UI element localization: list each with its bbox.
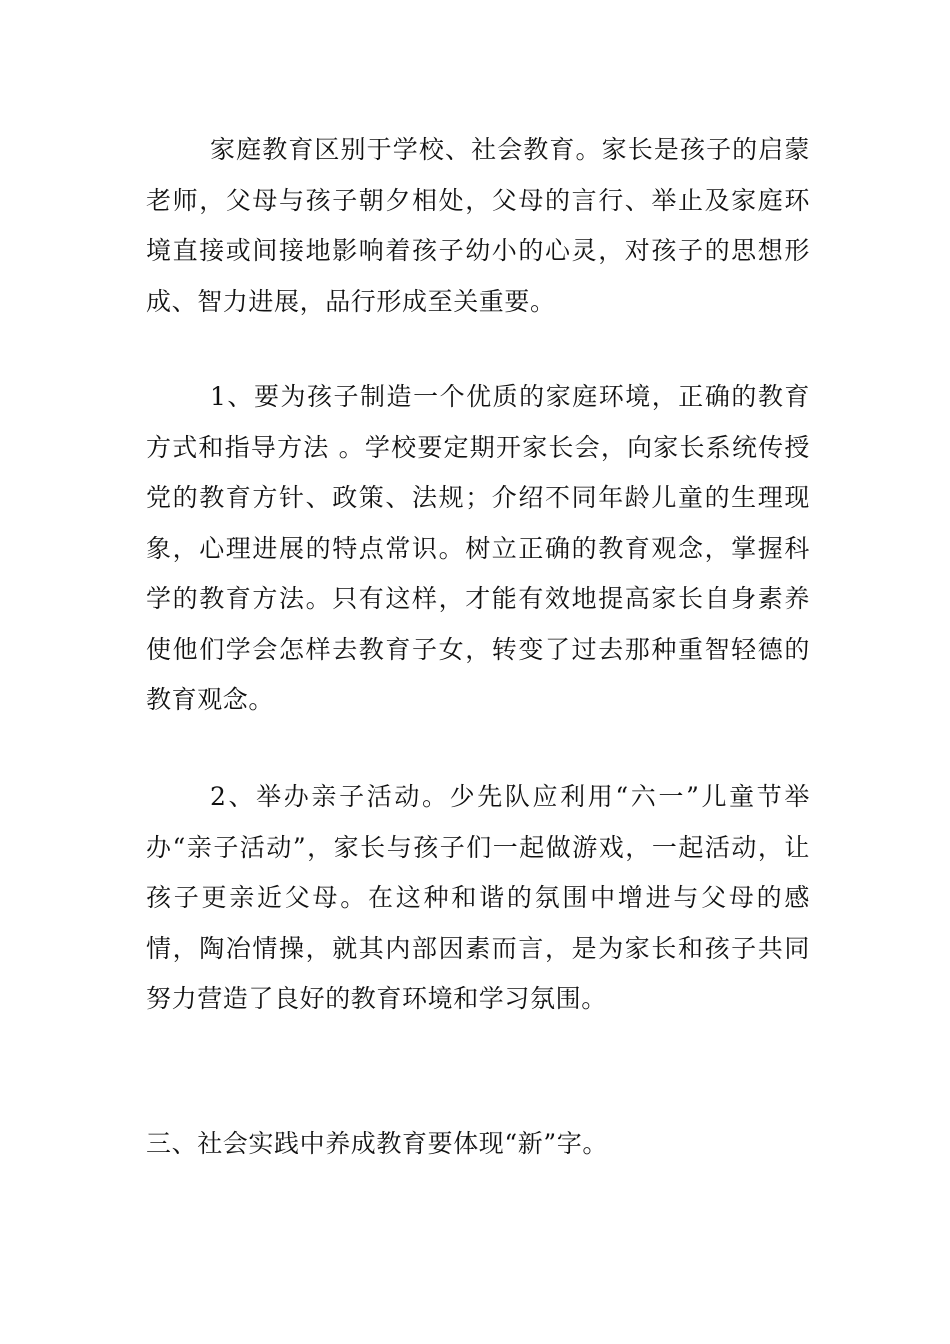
paragraph-point-1-home-environment: 1、要为孩子制造一个优质的家庭环境，正确的教育方式和指导方法 。学校要定期开家长会，向家长系统传授党的教育方针、政策、法规；介绍不同年龄儿童的生理现象，心理进展的特点常识。树立正确的教育观念，掌握科学的教育方法。只有这样，才能有效地提高家长自身素养使他们学会怎样去教育子女，转变了过去那种重智轻德的教育观念。 <box>146 382 810 714</box>
paragraph-family-education-intro: 家庭教育区别于学校、社会教育。家长是孩子的启蒙老师，父母与孩子朝夕相处，父母的言行、举止及家庭环境直接或间接地影响着孩子幼小的心灵，对孩子的思想形成、智力进展，品行形成至关重要。 <box>146 135 810 316</box>
section-heading-social-practice: 三、社会实践中养成教育要体现“新”字。 <box>146 1129 608 1158</box>
paragraph-point-2-parent-child-activities: 2、举办亲子活动。少先队应利用“六一”儿童节举办“亲子活动”，家长与孩子们一起做游戏，一起活动，让孩子更亲近父母。在这种和谐的氛围中增进与父母的感情，陶冶情操，就其内部因素而言，是为家长和孩子共同努力营造了良好的教育环境和学习氛围。 <box>146 782 810 1013</box>
